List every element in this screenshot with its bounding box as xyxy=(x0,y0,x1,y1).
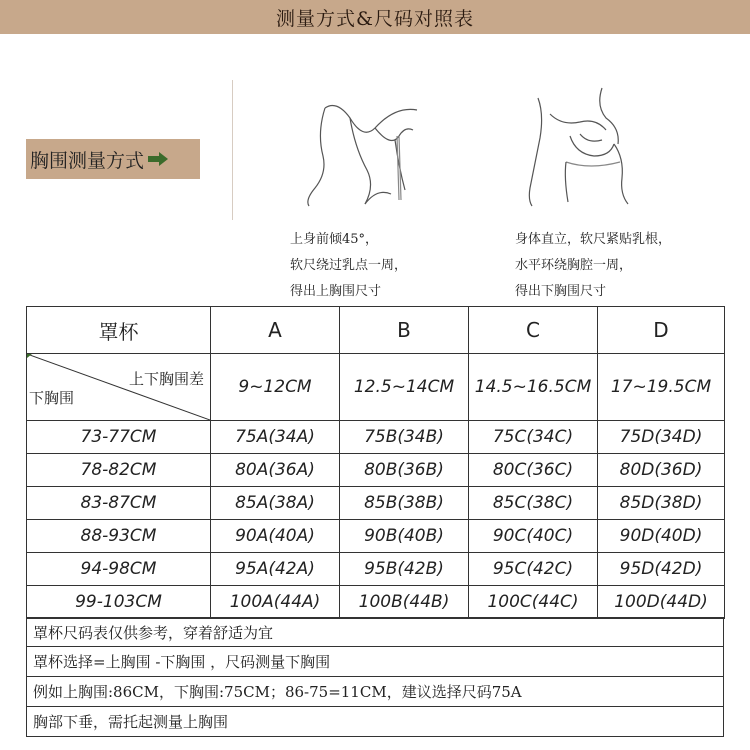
size-cell: 80D(36D) xyxy=(598,454,725,487)
size-cell: 90D(40D) xyxy=(598,520,725,553)
size-cell: 90B(40B) xyxy=(340,520,469,553)
size-cell: 90A(40A) xyxy=(211,520,340,553)
diagonal-header-cell xyxy=(27,354,211,421)
size-cell: 100A(44A) xyxy=(211,586,340,619)
size-cell: 100D(44D) xyxy=(598,586,725,619)
size-cell: 85D(38D) xyxy=(598,487,725,520)
size-cell: 75D(34D) xyxy=(598,421,725,454)
size-cell: 95D(42D) xyxy=(598,553,725,586)
measure-method-text: 胸围测量方式 xyxy=(30,149,145,172)
upper-bust-illustration xyxy=(295,78,435,208)
table-row xyxy=(27,421,725,454)
cup-b: B xyxy=(340,307,469,354)
cup-header-row xyxy=(27,307,725,354)
caption-line: 水平环绕胸腔一周， xyxy=(515,258,633,273)
under-bust-illustration xyxy=(510,78,650,208)
notes-block xyxy=(26,617,724,737)
size-cell: 80A(36A) xyxy=(211,454,340,487)
size-cell: 95A(42A) xyxy=(211,553,340,586)
size-cell: 75C(34C) xyxy=(469,421,598,454)
under-bust-range: 99-103CM xyxy=(27,586,211,619)
diff-a: 9~12CM xyxy=(211,354,340,421)
under-bust-range: 88-93CM xyxy=(27,520,211,553)
size-cell: 80C(36C) xyxy=(469,454,598,487)
right-arrow-icon xyxy=(148,152,168,166)
caption-line: 软尺绕过乳点一周， xyxy=(290,258,408,273)
size-cell: 85A(38A) xyxy=(211,487,340,520)
under-bust-label: 下胸围 xyxy=(29,389,75,407)
table-row xyxy=(27,553,725,586)
page-title: 测量方式&尺码对照表 xyxy=(276,7,474,30)
size-cell: 95B(42B) xyxy=(340,553,469,586)
diff-d: 17~19.5CM xyxy=(598,354,725,421)
table-row xyxy=(27,487,725,520)
under-bust-range: 73-77CM xyxy=(27,421,211,454)
caption-line: 身体直立，软尺紧贴乳根， xyxy=(515,232,672,247)
note-line: 例如上胸围:86CM，下胸围:75CM；86-75=11CM，建议选择尺码75A xyxy=(26,677,724,707)
measure-method-label xyxy=(26,139,200,179)
caption-line: 得出上胸围尺寸 xyxy=(290,284,382,299)
under-bust-caption xyxy=(515,227,671,305)
diff-c: 14.5~16.5CM xyxy=(469,354,598,421)
under-bust-range: 94-98CM xyxy=(27,553,211,586)
caption-line: 上身前倾45°， xyxy=(290,232,379,247)
bust-diff-row xyxy=(27,354,725,421)
table-row xyxy=(27,454,725,487)
size-cell: 85C(38C) xyxy=(469,487,598,520)
note-line: 胸部下垂，需托起测量上胸围 xyxy=(26,707,724,737)
size-chart-table xyxy=(26,306,725,619)
under-bust-range: 83-87CM xyxy=(27,487,211,520)
size-cell: 75A(34A) xyxy=(211,421,340,454)
divider-line xyxy=(232,80,233,220)
size-cell: 85B(38B) xyxy=(340,487,469,520)
cup-label: 罩杯 xyxy=(27,307,211,354)
cup-a: A xyxy=(211,307,340,354)
size-cell: 100B(44B) xyxy=(340,586,469,619)
caption-line: 得出下胸围尺寸 xyxy=(515,284,607,299)
size-cell: 100C(44C) xyxy=(469,586,598,619)
note-line: 罩杯选择=上胸围 -下胸围 ，尺码测量下胸围 xyxy=(26,647,724,677)
size-cell: 80B(36B) xyxy=(340,454,469,487)
table-row xyxy=(27,520,725,553)
header-bar xyxy=(0,0,750,34)
cup-d: D xyxy=(598,307,725,354)
under-bust-range: 78-82CM xyxy=(27,454,211,487)
table-row xyxy=(27,586,725,619)
size-cell: 90C(40C) xyxy=(469,520,598,553)
size-cell: 75B(34B) xyxy=(340,421,469,454)
bust-diff-label: 上下胸围差 xyxy=(128,370,204,388)
diff-b: 12.5~14CM xyxy=(340,354,469,421)
cup-c: C xyxy=(469,307,598,354)
upper-bust-caption xyxy=(290,227,407,305)
note-line: 罩杯尺码表仅供参考，穿着舒适为宜 xyxy=(26,617,724,647)
size-cell: 95C(42C) xyxy=(469,553,598,586)
